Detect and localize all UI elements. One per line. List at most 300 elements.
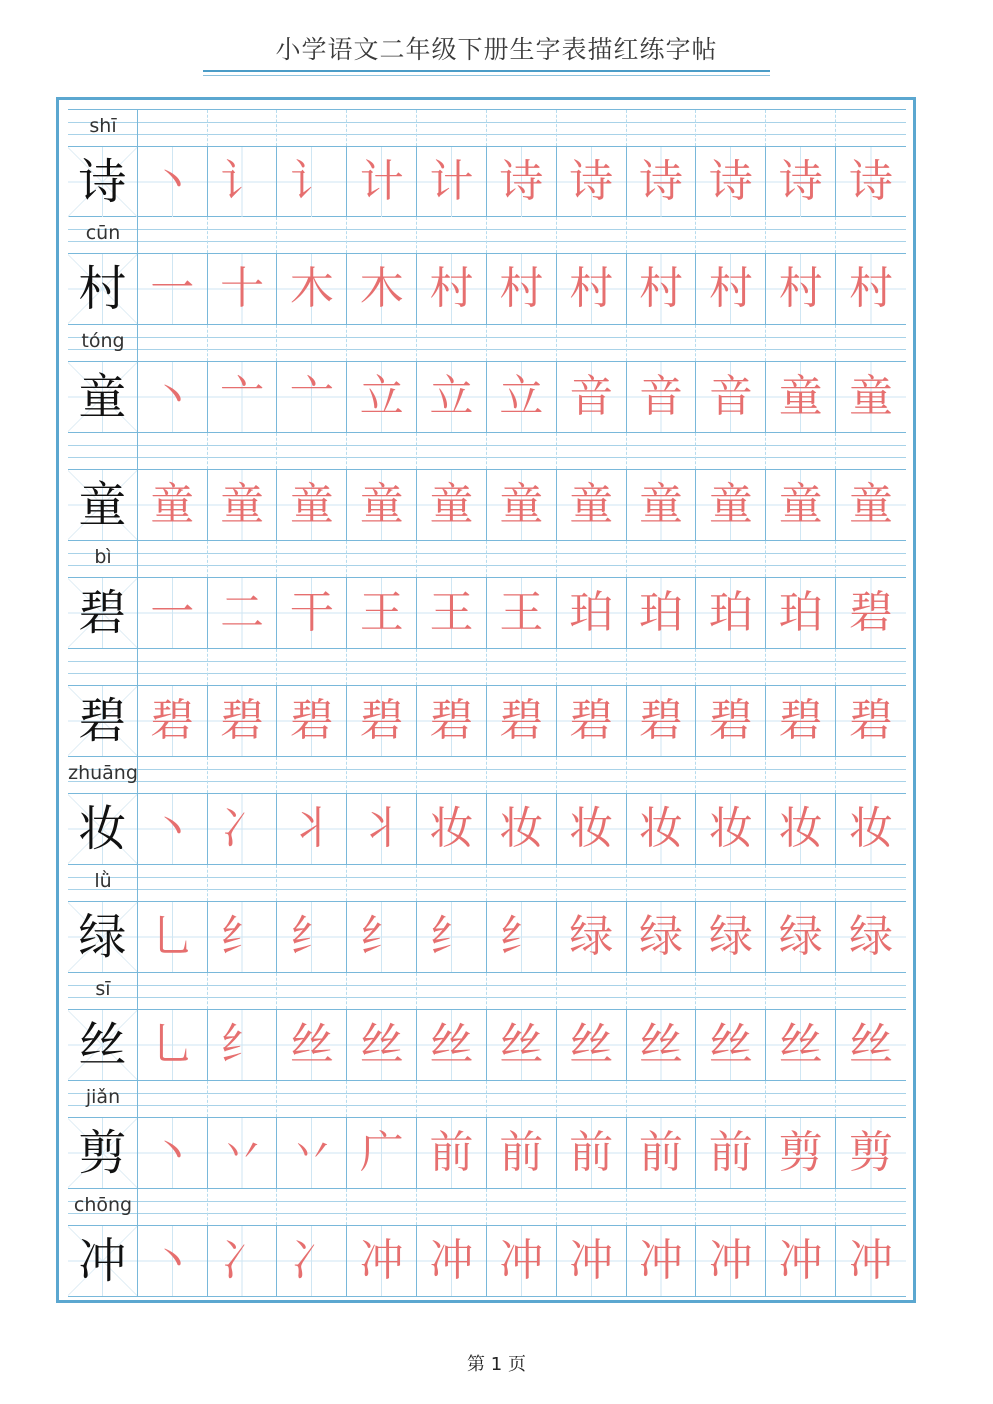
trace-stroke: 童 xyxy=(429,479,474,530)
page-number: 第 1 页 xyxy=(467,1354,526,1375)
tracing-cell xyxy=(417,1010,487,1080)
trace-stroke: 丷 xyxy=(220,1127,265,1178)
tracing-cell xyxy=(766,147,836,217)
model-character: 诗 xyxy=(78,154,127,210)
trace-stroke: 丶 xyxy=(150,156,195,207)
trace-stroke: 冫 xyxy=(289,1235,334,1286)
trace-stroke: 村 xyxy=(708,263,753,314)
trace-stroke: 讠 xyxy=(220,156,265,207)
trace-stroke: 碧 xyxy=(499,695,544,746)
practice-row xyxy=(68,433,906,541)
trace-stroke: 王 xyxy=(429,587,474,638)
tracing-cell xyxy=(557,578,627,648)
pinyin-label: shī xyxy=(89,115,117,137)
tracing-cell xyxy=(487,362,557,432)
tracing-cell xyxy=(696,794,766,864)
trace-stroke: 纟 xyxy=(220,1019,265,1070)
trace-stroke: 丝 xyxy=(778,1019,823,1070)
title-underline xyxy=(203,70,770,72)
trace-stroke: 冲 xyxy=(639,1235,684,1286)
tracing-cell xyxy=(417,1118,487,1188)
tracing-cell xyxy=(417,686,487,756)
trace-stroke: 童 xyxy=(849,479,894,530)
trace-stroke: 二 xyxy=(220,587,265,638)
trace-stroke: 童 xyxy=(778,479,823,530)
tracing-cell xyxy=(208,470,278,540)
tracing-cell xyxy=(836,794,906,864)
tracing-cell xyxy=(627,1010,697,1080)
trace-stroke: 丝 xyxy=(708,1019,753,1070)
trace-stroke: 剪 xyxy=(849,1127,894,1178)
tracing-cell xyxy=(766,470,836,540)
trace-stroke: 丝 xyxy=(639,1019,684,1070)
tracing-cell xyxy=(417,1226,487,1296)
pinyin-lines xyxy=(68,757,906,793)
trace-stroke: 妆 xyxy=(429,803,474,854)
tracing-cell xyxy=(627,147,697,217)
tracing-cell xyxy=(138,902,208,972)
tracing-cell xyxy=(836,1010,906,1080)
trace-stroke: 村 xyxy=(569,263,614,314)
trace-stroke: 诗 xyxy=(849,156,894,207)
tracing-cell xyxy=(557,794,627,864)
trace-stroke: 立 xyxy=(499,371,544,422)
trace-stroke: 丬 xyxy=(359,803,404,854)
tracing-cell xyxy=(627,578,697,648)
trace-stroke: 村 xyxy=(778,263,823,314)
trace-stroke: 音 xyxy=(708,371,753,422)
pinyin-label: tóng xyxy=(81,330,125,352)
model-character-cell xyxy=(68,362,138,432)
pinyin-lines xyxy=(68,1189,906,1225)
pinyin-lines xyxy=(68,217,906,253)
trace-stroke: 冲 xyxy=(499,1235,544,1286)
trace-stroke: 冲 xyxy=(778,1235,823,1286)
trace-stroke: 童 xyxy=(569,479,614,530)
trace-stroke: 丷 xyxy=(289,1127,334,1178)
tracing-cell xyxy=(347,794,417,864)
trace-stroke: 妆 xyxy=(778,803,823,854)
trace-stroke: 王 xyxy=(359,587,404,638)
tracing-cell xyxy=(487,686,557,756)
tracing-cell xyxy=(347,362,417,432)
trace-stroke: 村 xyxy=(499,263,544,314)
tracing-cell xyxy=(208,147,278,217)
trace-stroke: 碧 xyxy=(359,695,404,746)
model-character: 妆 xyxy=(78,801,127,857)
tracing-cell xyxy=(138,147,208,217)
tracing-cell xyxy=(836,254,906,324)
model-character-cell xyxy=(68,794,138,864)
trace-stroke: 童 xyxy=(289,479,334,530)
trace-stroke: 童 xyxy=(359,479,404,530)
tracing-cell xyxy=(138,1118,208,1188)
model-character-cell xyxy=(68,902,138,972)
tracing-cell xyxy=(836,902,906,972)
trace-stroke: 碧 xyxy=(778,695,823,746)
tracing-cell xyxy=(766,1010,836,1080)
tracing-cell xyxy=(487,1226,557,1296)
tracing-cell xyxy=(487,1118,557,1188)
pinyin-lines xyxy=(68,433,906,469)
tracing-cell xyxy=(277,362,347,432)
tracing-cell xyxy=(347,686,417,756)
tracing-cell xyxy=(417,362,487,432)
tracing-cell xyxy=(277,254,347,324)
trace-stroke: 纟 xyxy=(220,911,265,962)
tracing-cell xyxy=(347,1226,417,1296)
trace-stroke: 碧 xyxy=(569,695,614,746)
trace-stroke: 冲 xyxy=(359,1235,404,1286)
trace-stroke: 冲 xyxy=(708,1235,753,1286)
tracing-cell xyxy=(277,1010,347,1080)
tracing-cell xyxy=(277,1118,347,1188)
trace-stroke: 前 xyxy=(429,1127,474,1178)
trace-stroke: 诗 xyxy=(569,156,614,207)
trace-stroke: 童 xyxy=(639,479,684,530)
tracing-cell xyxy=(766,794,836,864)
model-character-cell xyxy=(68,147,138,217)
tracing-cell xyxy=(627,902,697,972)
tracing-cell xyxy=(138,686,208,756)
model-character: 童 xyxy=(78,369,127,425)
tracing-cell xyxy=(138,794,208,864)
tracing-cell xyxy=(138,362,208,432)
trace-stroke: 广 xyxy=(359,1127,404,1178)
trace-stroke: 碧 xyxy=(220,695,265,746)
trace-stroke: 碧 xyxy=(429,695,474,746)
model-character: 剪 xyxy=(78,1125,127,1181)
tracing-cell xyxy=(277,578,347,648)
tracing-cell xyxy=(696,902,766,972)
trace-stroke: 王 xyxy=(499,587,544,638)
tracing-cell xyxy=(557,1010,627,1080)
trace-stroke: 妆 xyxy=(499,803,544,854)
tracing-cell xyxy=(347,1010,417,1080)
tracing-cell xyxy=(347,470,417,540)
pinyin-lines xyxy=(68,973,906,1009)
trace-stroke: 亠 xyxy=(289,371,334,422)
trace-stroke: 前 xyxy=(569,1127,614,1178)
tracing-cell xyxy=(417,254,487,324)
trace-stroke: 碧 xyxy=(150,695,195,746)
tracing-cell xyxy=(557,686,627,756)
trace-stroke: 丝 xyxy=(359,1019,404,1070)
trace-stroke: 童 xyxy=(849,371,894,422)
model-character-cell xyxy=(68,686,138,756)
practice-row xyxy=(68,757,906,865)
tracing-cell xyxy=(836,470,906,540)
tracing-cell xyxy=(836,147,906,217)
tracing-cell xyxy=(557,362,627,432)
tracing-cell xyxy=(347,578,417,648)
pinyin-lines xyxy=(68,325,906,361)
tracing-cell xyxy=(696,578,766,648)
trace-stroke: 绿 xyxy=(639,911,684,962)
model-character: 童 xyxy=(78,477,127,533)
trace-stroke: 冲 xyxy=(429,1235,474,1286)
model-character: 碧 xyxy=(78,693,127,749)
pinyin-label: jiǎn xyxy=(85,1086,121,1108)
pinyin-lines xyxy=(68,1081,906,1117)
tracing-cell xyxy=(138,578,208,648)
model-character-cell xyxy=(68,254,138,324)
tracing-cell xyxy=(696,362,766,432)
tracing-cell xyxy=(208,1226,278,1296)
trace-stroke: 珀 xyxy=(639,587,684,638)
practice-row xyxy=(68,1081,906,1189)
trace-stroke: 碧 xyxy=(708,695,753,746)
trace-stroke: 妆 xyxy=(569,803,614,854)
practice-row xyxy=(68,649,906,757)
trace-stroke: 妆 xyxy=(708,803,753,854)
tracing-cell xyxy=(277,470,347,540)
trace-stroke: 前 xyxy=(499,1127,544,1178)
tracing-cell xyxy=(627,470,697,540)
trace-stroke: 前 xyxy=(639,1127,684,1178)
tracing-cell xyxy=(417,794,487,864)
tracing-cell xyxy=(557,254,627,324)
trace-stroke: 剪 xyxy=(778,1127,823,1178)
trace-stroke: 童 xyxy=(708,479,753,530)
pinyin-label: bì xyxy=(94,546,112,568)
practice-sheet xyxy=(56,97,916,1303)
trace-stroke: 丝 xyxy=(569,1019,614,1070)
tracing-cell xyxy=(696,686,766,756)
trace-stroke: 丝 xyxy=(289,1019,334,1070)
trace-stroke: 诗 xyxy=(708,156,753,207)
tracing-cell xyxy=(208,362,278,432)
tracing-cell xyxy=(487,470,557,540)
trace-stroke: 诗 xyxy=(778,156,823,207)
tracing-cell xyxy=(417,578,487,648)
trace-stroke: 丶 xyxy=(150,1235,195,1286)
trace-stroke: 冲 xyxy=(569,1235,614,1286)
tracing-cell xyxy=(487,794,557,864)
trace-stroke: 丬 xyxy=(289,803,334,854)
trace-stroke: 乚 xyxy=(150,911,195,962)
practice-row xyxy=(68,217,906,325)
trace-stroke: 童 xyxy=(220,479,265,530)
trace-stroke: 一 xyxy=(150,263,195,314)
trace-stroke: 立 xyxy=(429,371,474,422)
trace-stroke: 妆 xyxy=(849,803,894,854)
trace-stroke: 珀 xyxy=(569,587,614,638)
trace-stroke: 绿 xyxy=(708,911,753,962)
tracing-cell xyxy=(138,254,208,324)
trace-stroke: 十 xyxy=(220,263,265,314)
trace-stroke: 诗 xyxy=(499,156,544,207)
trace-stroke: 讠 xyxy=(289,156,334,207)
trace-stroke: 纟 xyxy=(359,911,404,962)
tracing-cell xyxy=(766,1226,836,1296)
trace-stroke: 童 xyxy=(499,479,544,530)
trace-stroke: 诗 xyxy=(639,156,684,207)
tracing-cell xyxy=(557,470,627,540)
practice-row xyxy=(68,541,906,649)
model-character: 村 xyxy=(78,261,127,317)
trace-stroke: 珀 xyxy=(778,587,823,638)
tracing-cell xyxy=(836,362,906,432)
tracing-cell xyxy=(836,1118,906,1188)
model-character-cell xyxy=(68,470,138,540)
tracing-cell xyxy=(208,1010,278,1080)
tracing-cell xyxy=(208,1118,278,1188)
pinyin-label: cūn xyxy=(85,222,121,244)
tracing-cell xyxy=(487,147,557,217)
model-character: 碧 xyxy=(78,585,127,641)
trace-stroke: 木 xyxy=(289,263,334,314)
tracing-cell xyxy=(487,254,557,324)
tracing-cell xyxy=(766,686,836,756)
pinyin-label: zhuāng xyxy=(68,762,138,784)
trace-stroke: 乚 xyxy=(150,1019,195,1070)
model-character-cell xyxy=(68,1226,138,1296)
trace-stroke: 干 xyxy=(289,587,334,638)
trace-stroke: 妆 xyxy=(639,803,684,854)
trace-stroke: 一 xyxy=(150,587,195,638)
tracing-cell xyxy=(627,254,697,324)
pinyin-lines xyxy=(68,110,906,146)
tracing-cell xyxy=(696,254,766,324)
trace-stroke: 亠 xyxy=(220,371,265,422)
trace-stroke: 计 xyxy=(429,156,474,207)
trace-stroke: 纟 xyxy=(499,911,544,962)
tracing-cell xyxy=(208,686,278,756)
tracing-cell xyxy=(696,1010,766,1080)
trace-stroke: 碧 xyxy=(849,695,894,746)
tracing-cell xyxy=(627,1226,697,1296)
model-character-cell xyxy=(68,1118,138,1188)
trace-stroke: 碧 xyxy=(849,587,894,638)
tracing-cell xyxy=(557,147,627,217)
tracing-cell xyxy=(627,362,697,432)
tracing-cell xyxy=(277,794,347,864)
tracing-cell xyxy=(208,578,278,648)
tracing-cell xyxy=(277,147,347,217)
model-character: 丝 xyxy=(78,1017,127,1073)
practice-row xyxy=(68,109,906,217)
trace-stroke: 童 xyxy=(778,371,823,422)
trace-stroke: 音 xyxy=(639,371,684,422)
trace-stroke: 冲 xyxy=(849,1235,894,1286)
page-title: 小学语文二年级下册生字表描红练字帖 xyxy=(275,35,718,64)
model-character-cell xyxy=(68,1010,138,1080)
trace-stroke: 丶 xyxy=(150,803,195,854)
tracing-cell xyxy=(347,1118,417,1188)
trace-stroke: 丶 xyxy=(150,371,195,422)
trace-stroke: 计 xyxy=(359,156,404,207)
tracing-cell xyxy=(208,902,278,972)
tracing-cell xyxy=(627,794,697,864)
trace-stroke: 立 xyxy=(359,371,404,422)
tracing-cell xyxy=(487,578,557,648)
practice-row xyxy=(68,865,906,973)
practice-row xyxy=(68,325,906,433)
trace-stroke: 冫 xyxy=(220,1235,265,1286)
title-underline-thin xyxy=(203,75,770,76)
tracing-cell xyxy=(557,902,627,972)
trace-stroke: 丝 xyxy=(429,1019,474,1070)
tracing-cell xyxy=(696,1118,766,1188)
tracing-cell xyxy=(766,1118,836,1188)
model-character-cell xyxy=(68,578,138,648)
trace-stroke: 村 xyxy=(429,263,474,314)
tracing-cell xyxy=(557,1226,627,1296)
trace-stroke: 珀 xyxy=(708,587,753,638)
tracing-cell xyxy=(836,578,906,648)
model-character: 绿 xyxy=(78,909,127,965)
trace-stroke: 丝 xyxy=(499,1019,544,1070)
tracing-cell xyxy=(696,1226,766,1296)
trace-stroke: 丝 xyxy=(849,1019,894,1070)
trace-stroke: 纟 xyxy=(289,911,334,962)
practice-row xyxy=(68,1189,906,1297)
trace-stroke: 碧 xyxy=(289,695,334,746)
tracing-cell xyxy=(627,1118,697,1188)
tracing-cell xyxy=(277,1226,347,1296)
tracing-cell xyxy=(836,686,906,756)
practice-grid xyxy=(68,109,906,1297)
tracing-cell xyxy=(138,1010,208,1080)
tracing-cell xyxy=(766,254,836,324)
tracing-cell xyxy=(696,470,766,540)
tracing-cell xyxy=(696,147,766,217)
tracing-cell xyxy=(766,578,836,648)
tracing-cell xyxy=(208,254,278,324)
trace-stroke: 纟 xyxy=(429,911,474,962)
tracing-cell xyxy=(347,902,417,972)
trace-stroke: 前 xyxy=(708,1127,753,1178)
tracing-cell xyxy=(417,147,487,217)
tracing-cell xyxy=(487,902,557,972)
tracing-cell xyxy=(417,470,487,540)
pinyin-label: sī xyxy=(95,978,111,1000)
tracing-cell xyxy=(277,686,347,756)
model-character: 冲 xyxy=(78,1233,127,1289)
pinyin-label: chōng xyxy=(73,1194,133,1216)
trace-stroke: 村 xyxy=(849,263,894,314)
pinyin-lines xyxy=(68,649,906,685)
tracing-cell xyxy=(138,1226,208,1296)
tracing-cell xyxy=(417,902,487,972)
trace-stroke: 木 xyxy=(359,263,404,314)
tracing-cell xyxy=(277,902,347,972)
tracing-cell xyxy=(557,1118,627,1188)
practice-row xyxy=(68,973,906,1081)
trace-stroke: 碧 xyxy=(639,695,684,746)
trace-stroke: 绿 xyxy=(778,911,823,962)
tracing-cell xyxy=(836,1226,906,1296)
trace-stroke: 村 xyxy=(639,263,684,314)
tracing-cell xyxy=(138,470,208,540)
pinyin-lines xyxy=(68,541,906,577)
pinyin-lines xyxy=(68,865,906,901)
tracing-cell xyxy=(766,362,836,432)
tracing-cell xyxy=(627,686,697,756)
trace-stroke: 童 xyxy=(150,479,195,530)
trace-stroke: 冫 xyxy=(220,803,265,854)
trace-stroke: 丶 xyxy=(150,1127,195,1178)
trace-stroke: 音 xyxy=(569,371,614,422)
trace-stroke: 绿 xyxy=(569,911,614,962)
tracing-cell xyxy=(208,794,278,864)
pinyin-label: lǜ xyxy=(94,870,112,892)
tracing-cell xyxy=(347,254,417,324)
tracing-cell xyxy=(347,147,417,217)
tracing-cell xyxy=(766,902,836,972)
tracing-cell xyxy=(487,1010,557,1080)
